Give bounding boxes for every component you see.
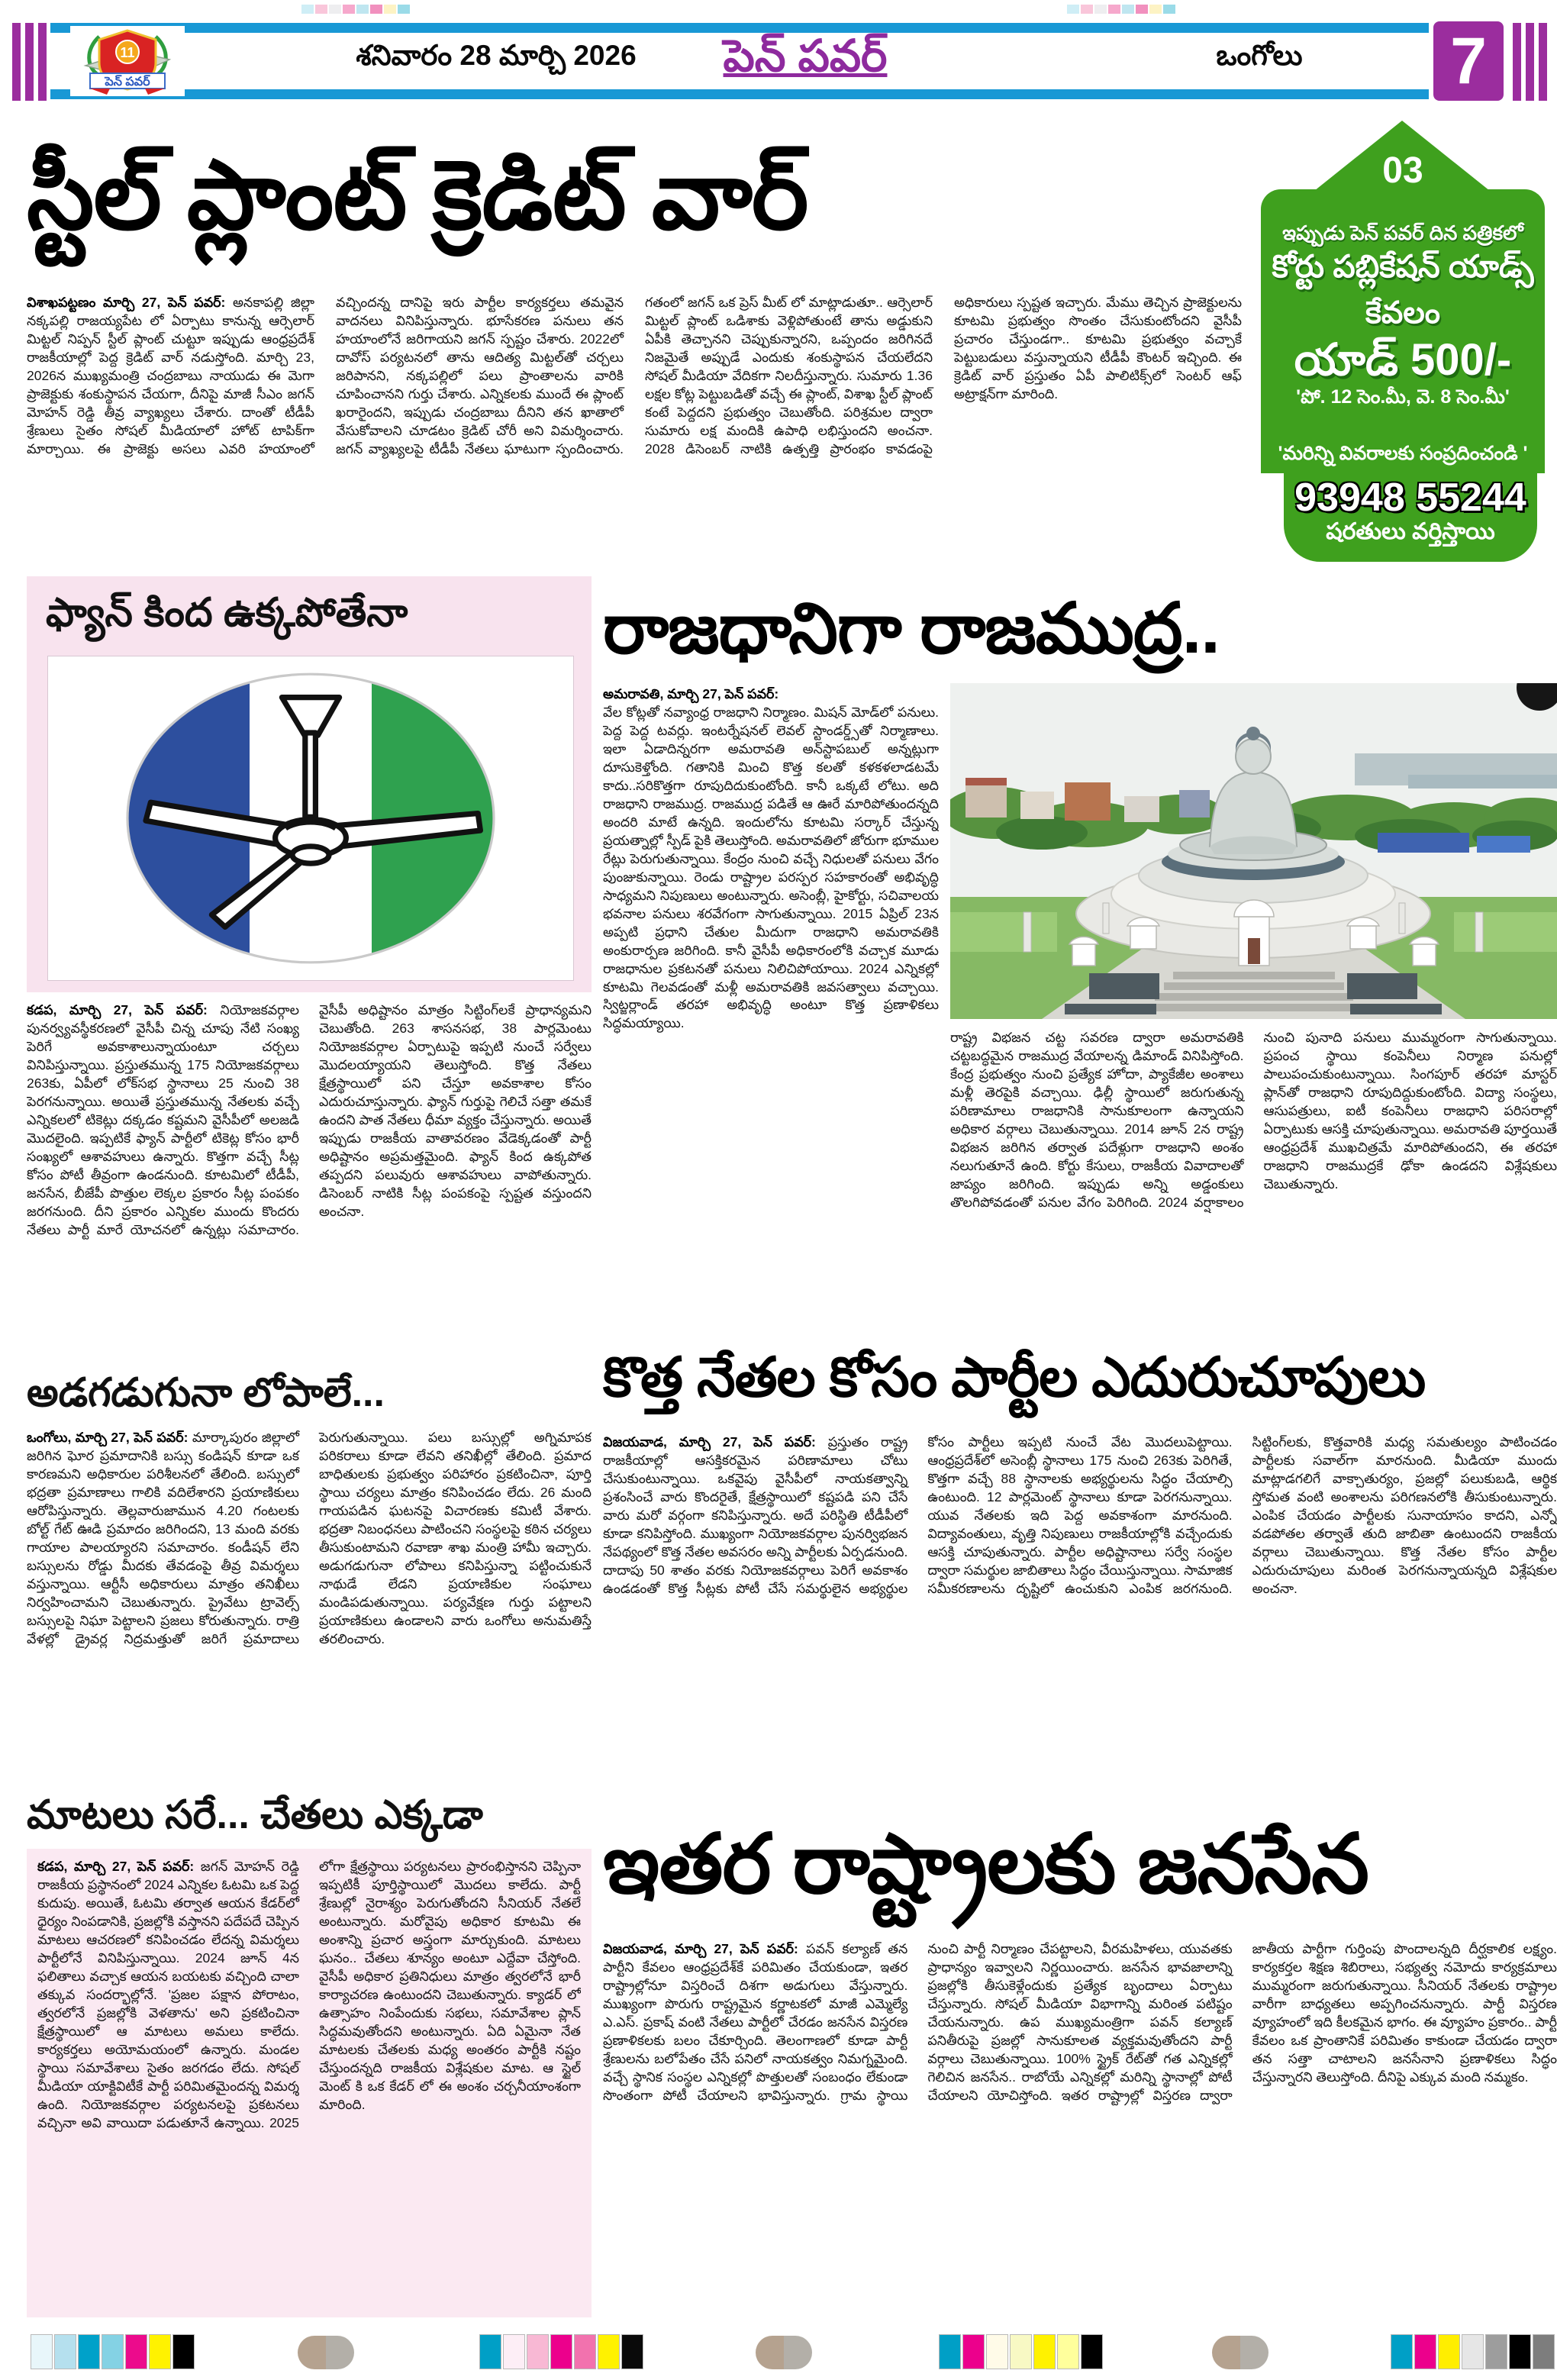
leaders-body [603,1433,1557,1798]
ad-contact-note: 'మరిన్ని వివరాలకు సంప్రదించండి ' [1278,443,1528,464]
janasena-byline: విజయవాడ, మార్చి 27, పెన్ పవర్: [603,1941,807,1956]
ad-phone-number: 93948 55244 [1294,476,1526,520]
lopale-headline: అడగడుగునా లోపాలే... [27,1371,385,1415]
registration-mark-pill [298,2336,354,2369]
registration-marks-top-left [301,5,411,18]
fan-article-text: నియోజకవర్గాల పునర్వ్యవస్థీకరణలో వైసీపీ చిన్న చూపు నేటి సంఖ్య పెరిగే అవకాశాలున్నాయంటూ చర్చలు వినిపిస్తున్నాయి. ప్రస్తుతమున్న 175 నియోజకవర్గాలు 263కు, ఏపీలో లోక్‌సభ స్థానాలు 25 నుంచి 38 పెరగనున్నాయి. అయితే ప్రస్తుతమున్న నేతలకు వచ్చే ఎన్నికలలో టికెట్లు దక్కడం కష్టమని వైసీపీలో అలజడి మొదలైంది. ఇప్పటికే ఫ్యాన్ పార్టీలో టికెట్ల కోసం భారీ సంఖ్యలో ఆశావహులు ఉన్నారు. కొత్తగా వచ్చే సీట్ల కోసం పోటీ తీవ్రంగా ఉండనుంది. కూటమిలో టీడీపీ, జనసేన, బీజేపీ పొత్తుల లెక్కల ప్రకారం సీట్ల పంపకం జరగనుంది. దీని ప్రకారం ఎన్నికల ముందు కొందరు నేతలు పార్టీ మారే యోచనలో ఉన్నట్లు సమాచారం. వైసీపీ అధిష్టానం మాత్రం సిట్టింగ్‌లకే ప్రాధాన్యమని చెబుతోంది. 263 శాసనసభ, 38 పార్లమెంటు నియోజకవర్గాల ఏర్పాటుపై ఇప్పటి నుంచే సర్వేలు మొదలయ్యాయని తెలుస్తోంది. కొత్త నేతలు క్షేత్రస్థాయిలో పని చేస్తూ అవకాశాల కోసం ఎదురుచూస్తున్నారు. ఫ్యాన్ గుర్తుపై గెలిచే సత్తా తమకే ఉందని పాత నేతలు ధీమా వ్యక్తం చేస్తున్నారు. అయితే ఇప్పుడు రాజకీయ వాతావరణం వేడెక్కడంతో పార్టీ అధిష్టానం అప్రమత్తమైంది. ఫ్యాన్ కింద ఉక్కపోత తప్పదని పలువురు ఆశావహులు వాపోతున్నారు. డిసెంబర్ నాటికి సీట్ల పంపకంపై స్పష్టత వస్తుందని అంచనా. [27,1002,592,1237]
matalu-text: జగన్ మోహన్ రెడ్డి రాజకీయ ప్రస్థానంలో 2024 ఎన్నికల ఓటమి ఒక పెద్ద కుదుపు. అయితే, ఓటమి తర్వాత ఆయన కేడర్‌లో ధైర్యం నింపడానికి, ప్రజల్లోకి వస్తానని పదేపదే చెప్పిన మాటలు ఆచరణలో కనిపించడం లేదన్న విమర్శలు పార్టీలోనే వినిపిస్తున్నాయి. 2024 జూన్ 4న ఫలితాలు వచ్చాక ఆయన బయటకు వచ్చింది చాలా తక్కువ సందర్భాల్లోనే. 'ప్రజల పక్షాన పోరాటం, త్వరలోనే ప్రజల్లోకి వెళతాను' అని ప్రకటించినా క్షేత్రస్థాయిలో ఆ మాటలు అమలు కాలేదు. కార్యకర్తలు అయోమయంలో ఉన్నారు. మండల స్థాయి సమావేశాలు సైతం జరగడం లేదు. సోషల్ మీడియా యాక్టివిటీకే పార్టీ పరిమితమైందన్న విమర్శ ఉంది. నియోజకవర్గాల పర్యటనలపై ప్రకటనలు వచ్చినా అవి వాయిదా పడుతూనే ఉన్నాయి. 2025 లోగా క్షేత్రస్థాయి పర్యటనలు ప్రారంభిస్తానని చెప్పినా ఇప్పటికీ పూర్తిస్థాయిలో మొదలు కాలేదు. పార్టీ శ్రేణుల్లో నైరాశ్యం పెరుగుతోందని సీనియర్ నేతలే అంటున్నారు. మరోవైపు అధికార కూటమి ఈ అంశాన్ని ప్రచార అస్త్రంగా మార్చుకుంది. మాటలు ఘనం.. చేతలు శూన్యం అంటూ ఎద్దేవా చేస్తోంది. వైసీపీ అధికార ప్రతినిధులు మాత్రం త్వరలోనే భారీ కార్యాచరణ ఉంటుందని చెబుతున్నారు. క్యాడర్ లో ఉత్సాహం నింపేందుకు సభలు, సమావేశాల ప్లాన్ సిద్ధమవుతోందని అంటున్నారు. ఏది ఏమైనా నేత మాటలకు చేతలకు మధ్య అంతరం పార్టీకి నష్టం చేస్తుందన్నది రాజకీయ విశ్లేషకుల మాట. ఆ స్టైల్ మెంట్ కి ఒక కేడర్ లో ఈ అంశం చర్చనీయాంశంగా మారింది. [37,1859,581,2130]
matalu-byline: కడప, మార్చి 27, పెన్ పవర్: [37,1859,201,1874]
header-left-stripe [25,23,34,101]
color-calibration-bar [1391,2334,1556,2369]
capital-text-bottom: రాష్ట్ర విభజన చట్ట సవరణ ద్వారా అమరావతికి చట్టబద్ధమైన రాజముద్ర వేయాలన్న డిమాండ్ వినిపిస్తోంది. కేంద్ర ప్రభుత్వం నుంచి ప్రత్యేక హోదా, ప్యాకేజీల అంశాలు మళ్లీ తెరపైకి వచ్చాయి. ఢిల్లీ స్థాయిలో జరుగుతున్న పరిణామాలు రాజధానికి సానుకూలంగా ఉన్నాయని అధికార వర్గాలు చెబుతున్నాయి. 2014 జూన్ 2న రాష్ట్ర విభజన జరిగిన తర్వాత పదేళ్లుగా రాజధాని అంశం నలుగుతూనే ఉంది. కోర్టు కేసులు, రాజకీయ వివాదాలతో జాప్యం జరిగింది. ఇప్పుడు అన్ని అడ్డంకులు తొలగిపోవడంతో పనుల వేగం పెరిగింది. 2024 వర్షాకాలం నుంచి పునాది పనులు ముమ్మరంగా సాగుతున్నాయి. ప్రపంచ స్థాయి కంపెనీలు నిర్మాణ పనుల్లో పాలుపంచుకుంటున్నాయి. సింగపూర్ తరహా మాస్టర్ ప్లాన్‌తో రాజధాని రూపుదిద్దుకుంటోంది. విద్యా సంస్థలు, ఆసుపత్రులు, ఐటీ కంపెనీలు రాజధాని పరిసరాల్లో ఏర్పాటుకు ఆసక్తి చూపుతున్నాయి. అమరావతి పూర్తయితే ఆంధ్రప్రదేశ్ ముఖచిత్రమే మారిపోతుందని, ఈ తరహా రాజధాని రాజముద్రకే ఢోకా ఉండదని విశ్లేషకులు చెబుతున్నారు. [950,1030,1557,1210]
fan-article-headline: ఫ్యాన్ కింద ఉక్కపోతేనా [46,591,408,635]
leaders-byline: విజయవాడ, మార్చి 27, పెన్ పవర్: [603,1434,828,1450]
page-number-badge [1433,21,1504,101]
lead-byline: విశాఖపట్టణం మార్చి 27, పెన్ పవర్: [27,295,234,310]
capital-body-left [603,685,939,1314]
fan-article-panel [27,576,592,992]
ysrcp-fan-logo-image [47,656,574,981]
lopale-body [27,1429,592,1780]
pen-power-logo [70,26,185,96]
lead-text: అనకాపల్లి జిల్లా నక్కపల్లి రాజయ్యపేట లో ఏర్పాటు కానున్న ఆర్సెలార్ మిట్టల్ నిప్పన్ స్టీల్ ప్లాంట్ చుట్టూ ఇప్పుడు ఆంధ్రప్రదేశ్ రాజకీయాల్లో పెద్ద క్రెడిట్ వార్ నడుస్తోంది. మార్చి 23, 2026న ముఖ్యమంత్రి చంద్రబాబు నాయుడు ఈ మెగా ప్రాజెక్టుకు శంకుస్థాపన చేయగా, దీనిపై మాజీ సీఎం జగన్ మోహన్ రెడ్డి తీవ్ర వ్యాఖ్యలు చేశారు. దాంతో టీడీపీ శ్రేణులు సైతం సోషల్ మీడియాలో హోట్ టాపిక్‌గా మార్చాయి. ఈ ప్రాజెక్టు అసలు ఎవరి హయాంలో వచ్చిందన్న దానిపై ఇరు పార్టీల కార్యకర్తలు తమవైన వాదనలు వినిపిస్తున్నారు. భూసేకరణ పనులు తన హయాంలోనే జరిగాయని జగన్ స్పష్టం చేశారు. 2022లో దావోస్ పర్యటనలో తాను ఆదిత్య మిట్టల్‌తో చర్చలు జరిపానని, నక్కపల్లిలో పలు ప్రాంతాలను వారికి చూపించానని గుర్తు చేశారు. ఎన్నికలకు ముందే ఈ ప్లాంట్ ఖరారైందని, ఇప్పుడు చంద్రబాబు దీనిని తన ఖాతాలో వేసుకోవాలని చూడటం క్రెడిట్ చోరీ అని విమర్శించారు. జగన్ వ్యాఖ్యలపై టీడీపీ నేతలు ఘాటుగా స్పందించారు. గతంలో జగన్ ఒక ప్రెస్ మీట్ లో మాట్లాడుతూ.. ఆర్సెలార్ మిట్టల్ ప్లాంట్ ఒడిశాకు వెళ్లిపోతుంటే తాను అడ్డుకుని ఏపీకి తెచ్చానని చెప్పుకున్నారని, ఒప్పందం జరిగినదే నిజమైతే అప్పుడే ఎందుకు శంకుస్థాపన చేయలేదని సోషల్ మీడియా వేదికగా నిలదీస్తున్నారు. సుమారు 1.36 లక్షల కోట్ల పెట్టుబడితో వచ్చే ఈ ప్లాంట్, విశాఖ స్టీల్ ప్లాంట్ కంటే పెద్దదని ప్రభుత్వం చెబుతోంది. పరిశ్రమల ద్వారా సుమారు లక్ష మందికి ఉపాధి లభిస్తుందని అంచనా. 2028 డిసెంబర్ నాటికి ఉత్పత్తి ప్రారంభం కావడంపై అధికారులు స్పష్టత ఇచ్చారు. మేము తెచ్చిన ప్రాజెక్టులను కూటమి ప్రభుత్వం సొంతం చేసుకుంటోందని వైసీపీ ప్రచారం చేస్తుండగా.. కూటమి ప్రభుత్వం వచ్చాకే పెట్టుబడులు వస్తున్నాయని టీడీపీ కౌంటర్ ఇచ్చింది. ఈ క్రెడిట్ వార్ ప్రస్తుతం ఏపీ పాలిటిక్స్‌లో సెంటర్ ఆఫ్ అట్రాక్షన్‌గా మారింది. [27,295,1242,456]
header-right-stripe [1539,23,1547,101]
capital-byline: అమరావతి, మార్చి 27, పెన్ పవర్: [603,686,779,701]
matalu-headline: మాటలు సరే... చేతలు ఎక్కడా [27,1793,483,1837]
color-calibration-bar [31,2334,196,2369]
fan-article-body [27,1001,592,1351]
capital-headline: రాజధానిగా రాజముద్ర.. [603,590,1220,668]
amaravati-buddha-photo [950,683,1557,1019]
color-calibration-bar [479,2334,645,2369]
masthead-title: పెన్ పవర్ [723,31,888,81]
color-calibration-bar [939,2334,1104,2369]
matalu-body [37,1858,581,2308]
capital-text-left: వేల కోట్లతో నవ్యాంధ్ర రాజధాని నిర్మాణం. మిషన్ మోడ్‌లో పనులు. పెద్ద పెద్ద టవర్లు. ఇంటర్నేషనల్ లెవల్ స్టాండర్డ్స్‌తో నిర్మాణాలు. ఇలా ఏడాదిన్నరగా అమరావతి అన్‌స్టాపబుల్ అన్నట్లుగా దూసుకెళ్తోంది. గతానికి మించి కొత్త కలతో కళకళలాడటమే కాదు..సరికొత్తగా రూపుదిదుకుంటోంది. కానీ ఒక్కటే లోటు. అది రాజధాని రాజముద్ర. రాజముద్ర పడితే ఆ ఊరే మారిపోతుందన్నది అందరి మాటే ఉన్నది. ఇందులోను కూటమి సర్కార్ చేస్తున్న ప్రయత్నాల్లో స్పీడ్ పైకి తెలుస్తోంది. అమరావతిలో జోరుగా భూముల రేట్లు పెరుగుతున్నాయి. కేంద్రం నుంచి వచ్చే నిధులతో పనులు వేగం పుంజుకున్నాయి. రెండు రాష్ట్రాల పరస్పర సహకారంతో అభివృద్ధి సాధ్యమని నిపుణులు అంటున్నారు. అసెంబ్లీ, హైకోర్టు, సచివాలయ భవనాల పనులు శరవేగంగా సాగుతున్నాయి. 2015 ఏప్రిల్ 23న అప్పటి ప్రధాని చేతుల మీదుగా రాజధాని అమరావతికి అంకురార్పణ జరిగింది. కానీ వైసీపీ అధికారంలోకి వచ్చాక మూడు రాజధానుల ప్రకటనతో పనులు నిలిచిపోయాయి. 2024 ఎన్నికల్లో కూటమి గెలవడంతో మళ్లీ అమరావతికి జవసత్వాలు వచ్చాయి. స్విట్జర్లాండ్ తరహా అభివృద్ధి అంటూ కొత్త ప్రణాళికలు సిద్ధమయ్యాయి. [603,704,939,1031]
header-left-stripe [38,23,47,101]
pen-power-emblem-icon [70,26,185,96]
ad-price: యాడ్ 500/- [1294,335,1512,385]
lopale-text: మార్కాపురం జిల్లాలో జరిగిన ఘోర ప్రమాదానికి బస్సు కండిషన్ కూడా ఒక కారణమని అధికారుల పరిశీలనలో తేలింది. బస్సులో భద్రతా ప్రమాణాలు గాలికి వదిలేశారని ప్రయాణికులు ఆరోపిస్తున్నారు. తెల్లవారుజామున 4.20 గంటలకు బోల్ట్ గేట్ ఊడి ప్రమాదం జరిగిందని, 13 మంది వరకు గాయాల పాలయ్యారని సమాచారం. కండీషన్ లేని బస్సులను రోడ్డు మీదకు తేవడంపై తీవ్ర విమర్శలు వస్తున్నాయి. ఆర్టీసీ అధికారులు మాత్రం తనిఖీలు నిర్వహించామని చెబుతున్నారు. ప్రైవేటు ట్రావెల్స్ బస్సులపై నిఘా పెట్టాలని ప్రజలు కోరుతున్నారు. రాత్రి వేళల్లో డ్రైవర్ల నిద్రమత్తుతో జరిగే ప్రమాదాలు పెరుగుతున్నాయి. పలు బస్సుల్లో అగ్నిమాపక పరికరాలు కూడా లేవని తనిఖీల్లో తేలింది. ప్రమాద బాధితులకు ప్రభుత్వం పరిహారం ప్రకటించినా, పూర్తి స్థాయి చర్యలు మాత్రం కనిపించడం లేదు. 26 మంది గాయపడిన ఘటనపై విచారణకు కమిటీ వేశారు. భద్రతా నిబంధనలు పాటించని సంస్థలపై కఠిన చర్యలు తీసుకుంటామని రవాణా శాఖ మంత్రి హామీ ఇచ్చారు. అడుగడుగునా లోపాలు కనిపిస్తున్నా పట్టించుకునే నాథుడే లేడని ప్రయాణికుల సంఘాలు మండిపడుతున్నాయి. పర్యవేక్షణ గుర్తు పట్టాలని ప్రయాణికులు ఉండాలని వారు ఒంగోలు అనుమతిస్తే తరలించారు. [27,1430,592,1646]
matalu-panel [27,1849,592,2317]
ad-line1: ఇప్పుడు పెన్ పవర్ దిన పత్రికలో [1282,221,1523,244]
leaders-headline: కొత్త నేతల కోసం పార్టీల ఎదురుచూపులు [603,1347,1426,1408]
svg-text:పెన్ పవర్: పెన్ పవర్ [105,76,150,89]
registration-mark-pill [756,2336,812,2369]
svg-text:11: 11 [120,45,135,60]
registration-mark-pill [1212,2336,1268,2369]
fan-article-byline: కడప, మార్చి 27, పెన్ పవర్: [27,1002,221,1017]
ad-size-note: 'పో. 12 సెం.మీ, వె. 8 సెం.మీ' [1296,386,1510,408]
lopale-byline: ఒంగోలు, మార్చి 27, పెన్ పవర్: [27,1430,192,1445]
page-number: 7 [1450,24,1487,98]
ad-line3: కేవలం [1365,296,1440,330]
buddha-statue-illustration [950,683,1557,1019]
edition-date: శనివారం 28 మార్చి 2026 [356,40,637,71]
ad-number: 03 [1382,150,1423,191]
header-right-stripe [1526,23,1534,101]
ceiling-fan-icon [66,666,555,971]
janasena-text: పవన్ కల్యాణ్ తన పార్టీని కేవలం ఆంధ్రప్రదేశ్‌కే పరిమితం చేయకుండా, ఇతర రాష్ట్రాల్లోనూ విస్తరించే దిశగా అడుగులు వేస్తున్నారు. ముఖ్యంగా పొరుగు రాష్ట్రమైన కర్ణాటకలో మాజీ ఎమ్మెల్యే ఎ.ఎస్. ప్రకాష్ వంటి నేతలు పార్టీలో చేరడం జనసేన విస్తరణ ప్రణాళికలకు బలం చేకూర్చింది. తెలంగాణలో కూడా పార్టీ శ్రేణులను బలోపేతం చేసే పనిలో నాయకత్వం నిమగ్నమైంది. వచ్చే స్థానిక సంస్థల ఎన్నికల్లో పొత్తులతో సంబంధం లేకుండా సొంతంగా పోటీ చేయాలని భావిస్తున్నారు. గ్రామ స్థాయి నుంచి పార్టీ నిర్మాణం చేపట్టాలని, వీరమహిళలు, యువతకు ప్రాధాన్యం ఇవ్వాలని నిర్ణయించారు. జనసేన భావజాలాన్ని ప్రజల్లోకి తీసుకెళ్లేందుకు ప్రత్యేక బృందాలు ఏర్పాటు చేస్తున్నారు. సోషల్ మీడియా విభాగాన్ని మరింత పటిష్టం చేయనున్నారు. ఉప ముఖ్యమంత్రిగా పవన్ కల్యాణ్ పనితీరుపై ప్రజల్లో సానుకూలత వ్యక్తమవుతోందని పార్టీ వర్గాలు చెబుతున్నాయి. 100% స్ట్రైక్ రేట్‌తో గత ఎన్నికల్లో గెలిచిన జనసేన.. రాబోయే ఎన్నికల్లో మరిన్ని స్థానాల్లో పోటీ చేయాలని యోచిస్తోంది. ఇతర రాష్ట్రాల్లో విస్తరణ ద్వారా జాతీయ పార్టీగా గుర్తింపు పొందాలన్నది దీర్ఘకాలిక లక్ష్యం. కార్యకర్తల శిక్షణ శిబిరాలు, సభ్యత్వ నమోదు కార్యక్రమాలు ముమ్మరంగా జరుగుతున్నాయి. సీనియర్ నేతలకు రాష్ట్రాల వారీగా బాధ్యతలు అప్పగించనున్నారు. పార్టీ విస్తరణ వ్యూహంలో ఇది కీలకమైన భాగం. ఈ వ్యూహం ప్రకారం.. పార్టీ కేవలం ఒక ప్రాంతానికే పరిమితం కాకుండా చేయడం ద్వారా తన సత్తా చాటాలని జనసేనాని ప్రణాళికలు సిద్ధం చేస్తున్నారని తెలుస్తోంది. దీనిపై ఎక్కువ మంది నమ్మకం. [603,1941,1557,2103]
ad-terms: షరతులు వర్తిస్తాయి [1326,519,1495,544]
header-right-stripe [1513,23,1521,101]
registration-marks-top-right [1067,5,1177,18]
lead-body [27,294,1242,570]
header-left-stripe [12,23,21,101]
lead-headline: స్టీల్ ప్లాంట్ క్రెడిట్ వార్ [27,141,808,249]
janasena-headline: ఇతర రాష్ట్రాలకు జనసేన [603,1817,1368,1910]
ad-line2: కోర్టు పబ్లికేషన్ యాడ్స్ [1272,249,1534,284]
edition-city: ఒంగోలు [1216,40,1303,71]
capital-body-bottom [950,1029,1557,1314]
leaders-text: ప్రస్తుతం రాష్ట్ర రాజకీయాల్లో ఆసక్తికరమైన పరిణామాలు చోటు చేసుకుంటున్నాయి. ఒకవైపు వైసీపీలో నాయకత్వాన్ని ప్రశంసించే వారు కొందరైతే, క్షేత్రస్థాయిలో కష్టపడి పని చేసే వారు మరో వర్గంగా కనిపిస్తున్నారు. అదే పరిస్థితి టీడీపీలో కూడా కనిపిస్తోంది. ముఖ్యంగా నియోజకవర్గాల పునర్విభజన నేపథ్యంలో కొత్త నేతల అవసరం అన్ని పార్టీలకు ఏర్పడనుంది. దాదాపు 50 శాతం వరకు నియోజకవర్గాలు పెరిగే అవకాశం ఉండడంతో కొత్త సీట్లకు పోటీ చేసే సమర్థులైన అభ్యర్థుల కోసం పార్టీలు ఇప్పటి నుంచే వేట మొదలుపెట్టాయి. ఆంధ్రప్రదేశ్‌లో అసెంబ్లీ స్థానాలు 175 నుంచి 263కు పెరిగితే, కొత్తగా వచ్చే 88 స్థానాలకు అభ్యర్థులను సిద్ధం చేయాల్సి ఉంటుంది. 12 పార్లమెంట్ స్థానాలు కూడా పెరగనున్నాయి. యువ నేతలకు ఇది పెద్ద అవకాశంగా మారనుంది. విద్యావంతులు, వృత్తి నిపుణులు రాజకీయాల్లోకి వచ్చేందుకు ఆసక్తి చూపుతున్నారు. పార్టీల అధిష్టానాలు సర్వే సంస్థల ద్వారా సమర్థుల జాబితాలు సిద్ధం చేయిస్తున్నాయి. సామాజిక సమీకరణాలను దృష్టిలో ఉంచుకుని ఎంపిక జరగనుంది. సిట్టింగ్‌లకు, కొత్తవారికి మధ్య సమతుల్యం పాటించడం పార్టీలకు సవాల్‌గా మారనుంది. మీడియా ముందు మాట్లాడగలిగే వాక్చాతుర్యం, ప్రజల్లో పలుకుబడి, ఆర్థిక స్తోమత వంటి అంశాలను పరిగణనలోకి తీసుకుంటున్నారు. ఎంపిక చేయడం పార్టీలకు సునాయాసం కాదని, ఎన్నో వడపోతల తర్వాతే తుది జాబితా ఉంటుందని రాజకీయ వర్గాలు చెబుతున్నాయి. కొత్త నేతల కోసం పార్టీల ఎదురుచూపులు మరింత పెరగనున్నాయన్నది విశ్లేషకుల అంచనా. [603,1434,1557,1596]
janasena-body [603,1940,1557,2322]
